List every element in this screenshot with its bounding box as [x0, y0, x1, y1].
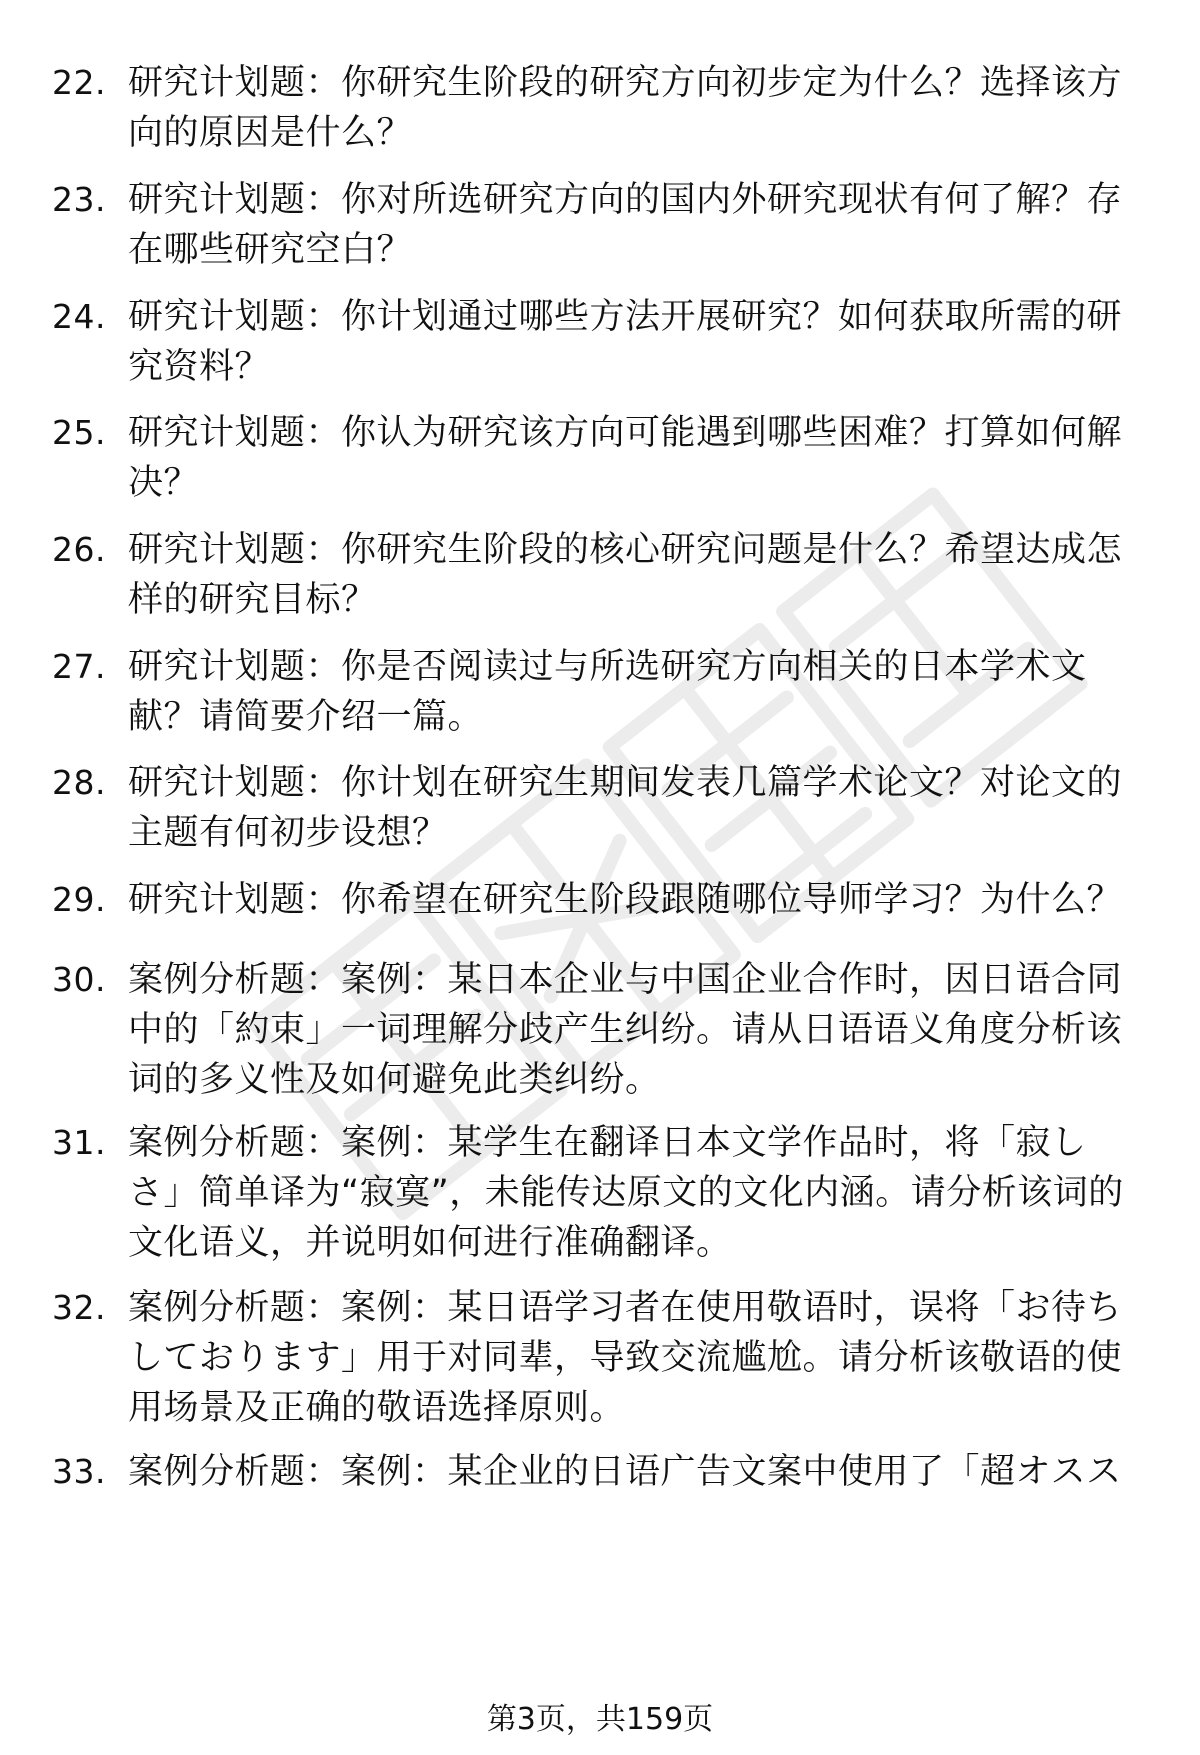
question-number: 33.: [52, 1452, 106, 1491]
question-number: 31.: [52, 1123, 106, 1162]
question-number: 22.: [52, 63, 106, 102]
question-text: 案例分析题：案例：某学生在翻译日本文学作品时，将「寂しさ」简单译为“寂寞”，未能传达原文的文化内涵。请分析该词的文化语义，并说明如何进行准确翻译。: [128, 1123, 1124, 1263]
question-number: 25.: [52, 413, 106, 452]
question-number: 26.: [52, 530, 106, 569]
question-number: 23.: [52, 180, 106, 219]
question-text: 研究计划题：你计划通过哪些方法开展研究？如何获取所需的研究资料？: [128, 297, 1123, 387]
page-number: 第3页，共159页: [486, 1702, 714, 1737]
question-text: 研究计划题：你希望在研究生阶段跟随哪位导师学习？为什么？: [128, 880, 1123, 920]
question-number: 29.: [52, 880, 106, 919]
question-text: 研究计划题：你是否阅读过与所选研究方向相关的日本学术文献？请简要介绍一篇。: [128, 647, 1087, 737]
question-number: 27.: [52, 647, 106, 686]
question-text: 研究计划题：你研究生阶段的核心研究问题是什么？希望达成怎样的研究目标？: [128, 530, 1123, 620]
question-text: 案例分析题：案例：某日本企业与中国企业合作时，因日语合同中的「約束」一词理解分歧产生纠纷。请从日语语义角度分析该词的多义性及如何避免此类纠纷。: [128, 960, 1123, 1100]
question-number: 28.: [52, 763, 106, 802]
question-number: 24.: [52, 297, 106, 336]
question-number: 32.: [52, 1288, 106, 1327]
question-number: 30.: [52, 960, 106, 999]
question-text: 案例分析题：案例：某日语学习者在使用敬语时，误将「お待ちしております」用于对同辈，导致交流尴尬。请分析该敬语的使用场景及正确的敬语选择原则。: [128, 1288, 1123, 1428]
question-text: 研究计划题：你研究生阶段的研究方向初步定为什么？选择该方向的原因是什么？: [128, 63, 1123, 153]
question-text: 研究计划题：你认为研究该方向可能遇到哪些困难？打算如何解决？: [128, 413, 1123, 503]
question-text: 案例分析题：案例：某企业的日语广告文案中使用了「超オスス: [128, 1452, 1122, 1492]
question-text: 研究计划题：你对所选研究方向的国内外研究现状有何了解？存在哪些研究空白？: [128, 180, 1123, 270]
question-text: 研究计划题：你计划在研究生期间发表几篇学术论文？对论文的主题有何初步设想？: [128, 763, 1123, 853]
